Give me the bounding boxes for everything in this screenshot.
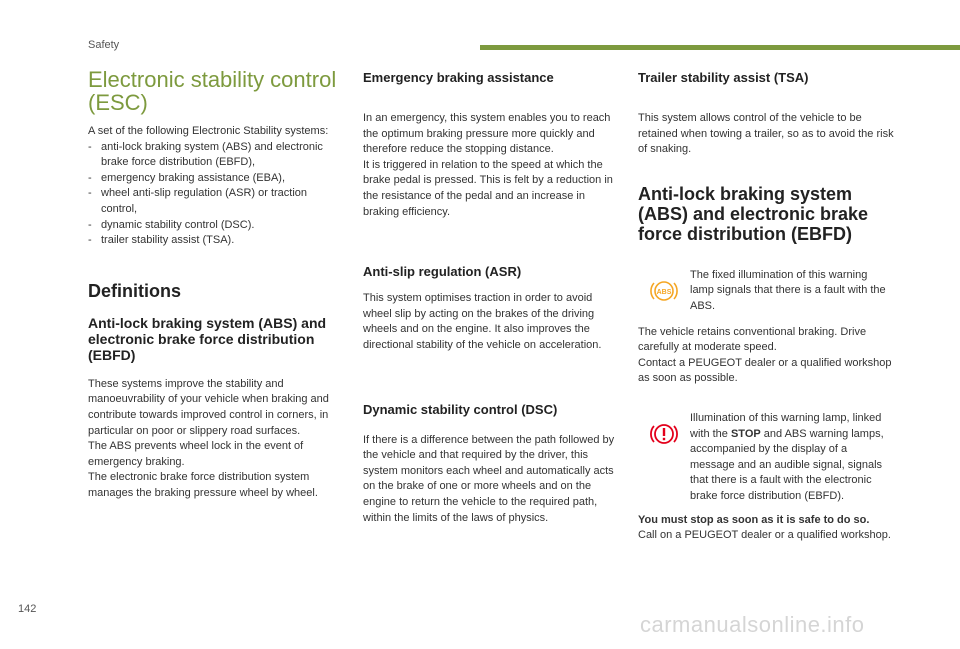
brake-fault-warning-lamp-icon (638, 411, 690, 447)
asr-heading: Anti-slip regulation (ASR) (363, 264, 522, 280)
page-title-line1: Electronic stability control (88, 67, 337, 92)
abs-definition-p2: The ABS prevents wheel lock in the event of emergency braking. (88, 440, 304, 468)
column-middle (363, 62, 617, 526)
esc-systems-list (88, 140, 340, 249)
stop-label: STOP (730, 427, 761, 440)
section-label: Safety (88, 39, 120, 51)
column-right (638, 62, 894, 544)
esc-intro: A set of the following Electronic Stability systems: (88, 125, 329, 137)
list-item: - anti-lock braking system (ABS) and electronic brake force distribution (EBFD), (88, 140, 340, 171)
page-title (88, 68, 340, 114)
list-item: - dynamic stability control (DSC). (88, 218, 340, 234)
ebfd-warning-block (638, 411, 894, 505)
list-item: - emergency braking assistance (EBA), (88, 171, 340, 187)
abs-warning-lamp-icon (638, 268, 690, 304)
abs-icon-text: ABS (656, 288, 672, 296)
abs-definition-p3: The electronic brake force distribution system manages the braking pressure wheel by wheel. (88, 471, 318, 499)
ebfd-lamp-text (690, 411, 894, 505)
page-number: 142 (18, 603, 37, 615)
column-left (88, 62, 340, 502)
page-title-line2: (ESC) (88, 90, 148, 115)
abs-warning-block (638, 268, 894, 315)
eba-p1: In an emergency, this system enables you to reach the optimum braking pressure more quickly and therefore reduce the stopping distance. (363, 112, 611, 156)
asr-p1: This system optimises traction in order to avoid wheel slip by acting on the brakes of the driving wheels and on the engine. It also improves the directional stability of the vehicle on acceleration. (363, 292, 602, 351)
section-header-bar (480, 45, 960, 50)
stop-warning-text: You must stop as soon as it is safe to do so. (638, 513, 870, 526)
abs-fault-p2: Contact a PEUGEOT dealer or a qualified workshop as soon as possible. (638, 356, 892, 385)
dsc-p1: If there is a difference between the path followed by the vehicle and that required by the driver, this system monitors each wheel and automatically acts on the brake of one or more wheels and on the engine to return the vehicle to the required path, within the limits of the laws of physics. (363, 433, 615, 524)
eba-heading: Emergency braking assistance (363, 70, 554, 85)
stop-warning (638, 513, 894, 529)
eba-p2: It is triggered in relation to the speed at which the brake pedal is pressed. This is felt by a reduction in the resistance of the pedal and an increase in braking efficiency. (363, 158, 613, 218)
stop-p: Call on a PEUGEOT dealer or a qualified workshop. (638, 529, 891, 542)
dsc-heading: Dynamic stability control (DSC) (363, 401, 558, 417)
abs-fault-heading: Anti-lock braking system (ABS) and electronic brake force distribution (EBFD) (638, 183, 869, 244)
abs-definition-p1: These systems improve the stability and manoeuvrability of your vehicle when braking and contribute towards improved control in corners, in particular on poor or slippery road surfaces. (88, 377, 329, 437)
list-item: - trailer stability assist (TSA). (88, 233, 340, 249)
tsa-p1: This system allows control of the vehicle to be retained when towing a trailer, so as to avoid the risk of snaking. (638, 112, 894, 156)
ebfd-lamp-text-post: and ABS warning lamps, accompanied by the display of a message and an audible signal, signals that there is a fault with the electronic brake force distribution (EBFD). (690, 427, 884, 502)
watermark: carmanualsonline.info (640, 612, 865, 637)
tsa-heading: Trailer stability assist (TSA) (638, 70, 809, 85)
list-item: - wheel anti-slip regulation (ASR) or traction control, (88, 186, 340, 217)
abs-fault-p1: The vehicle retains conventional braking. Drive carefully at moderate speed. (638, 325, 867, 354)
abs-lamp-text: The fixed illumination of this warning lamp signals that there is a fault with the ABS. (690, 268, 886, 312)
abs-definition-heading: Anti-lock braking system (ABS) and electronic brake force distribution (EBFD) (88, 314, 327, 363)
definitions-heading: Definitions (88, 280, 181, 301)
ebfd-lamp-text-pre: Illumination of this warning lamp, linked with the (690, 411, 882, 440)
